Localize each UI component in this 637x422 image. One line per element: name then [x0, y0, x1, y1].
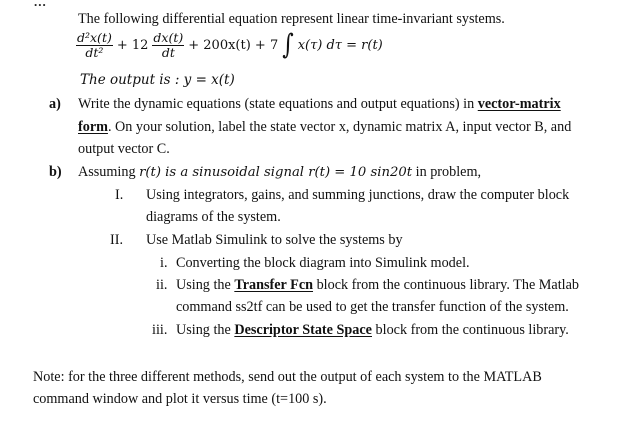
item-i-line: Converting the block diagram into Simulink model. [176, 255, 470, 271]
form-emphasis: form [78, 119, 108, 135]
part-a-line1 [78, 96, 561, 113]
item-ii-line1 [176, 277, 579, 294]
first-derivative-fraction [152, 31, 184, 60]
cut-off-heading: ... [34, 0, 47, 9]
frac1-denominator: dt² [85, 45, 104, 60]
frac2-numerator: dx(t) [153, 30, 184, 45]
item-ii-label: ii. [156, 277, 168, 293]
vector-matrix-emphasis: vector-matrix [477, 96, 561, 112]
item-ii-post: block from the continuous library. The Matlab [313, 277, 579, 293]
item-ii-pre: Using the [176, 277, 235, 293]
item-iii-pre: Using the [176, 322, 235, 338]
item-I-label: I. [115, 187, 124, 203]
part-a-line3: output vector C. [78, 141, 170, 157]
sinusoid-definition: r(t) is a sinusoidal signal r(t) = 10 sin20t [139, 165, 413, 180]
differential-equation [76, 31, 383, 67]
second-derivative-fraction [76, 31, 113, 60]
item-iii-label: iii. [152, 322, 168, 338]
part-b-line1-post: in problem, [412, 164, 482, 180]
part-a-label: a) [49, 96, 61, 112]
output-equation: The output is : y = x(t) [80, 72, 235, 88]
frac1-numerator: d²x(t) [77, 30, 112, 45]
part-a-line1-text: Write the dynamic equations (state equations and output equations) in [78, 96, 478, 112]
intro-text: The following differential equation represent linear time-invariant systems. [78, 11, 505, 27]
item-iii-post: block from the continuous library. [371, 322, 569, 338]
transfer-fcn-emphasis: Transfer Fcn [234, 277, 314, 293]
integral-tail: x(τ) dτ = r(t) [297, 38, 383, 53]
part-b-line1-pre: Assuming [78, 164, 140, 180]
item-II-label: II. [110, 232, 123, 248]
item-I-line2: diagrams of the system. [146, 209, 281, 225]
item-II-line: Use Matlab Simulink to solve the systems by [146, 232, 403, 248]
item-I-line1: Using integrators, gains, and summing junctions, draw the computer block [146, 187, 570, 203]
descriptor-state-space-emphasis: Descriptor State Space [234, 322, 372, 338]
note-line2: command window and plot it versus time (t=100 s). [33, 391, 327, 407]
item-i-label: i. [160, 255, 168, 271]
item-iii-line [176, 322, 569, 339]
part-a-line2-text: . On your solution, label the state vector x, dynamic matrix A, input vector B, and [107, 119, 572, 135]
plus-12-term: + 12 [116, 38, 149, 53]
middle-terms: + 200x(t) + 7 [188, 38, 279, 53]
frac2-denominator: dt [161, 45, 175, 60]
note-line1: Note: for the three different methods, send out the output of each system to the MATLAB [33, 369, 542, 385]
part-b-line1 [78, 164, 481, 181]
part-b-label: b) [49, 164, 62, 180]
integral-sign: ∫ [282, 29, 294, 62]
part-a-line2 [78, 119, 571, 136]
item-ii-line2: command ss2tf can be used to get the transfer function of the system. [176, 299, 569, 315]
